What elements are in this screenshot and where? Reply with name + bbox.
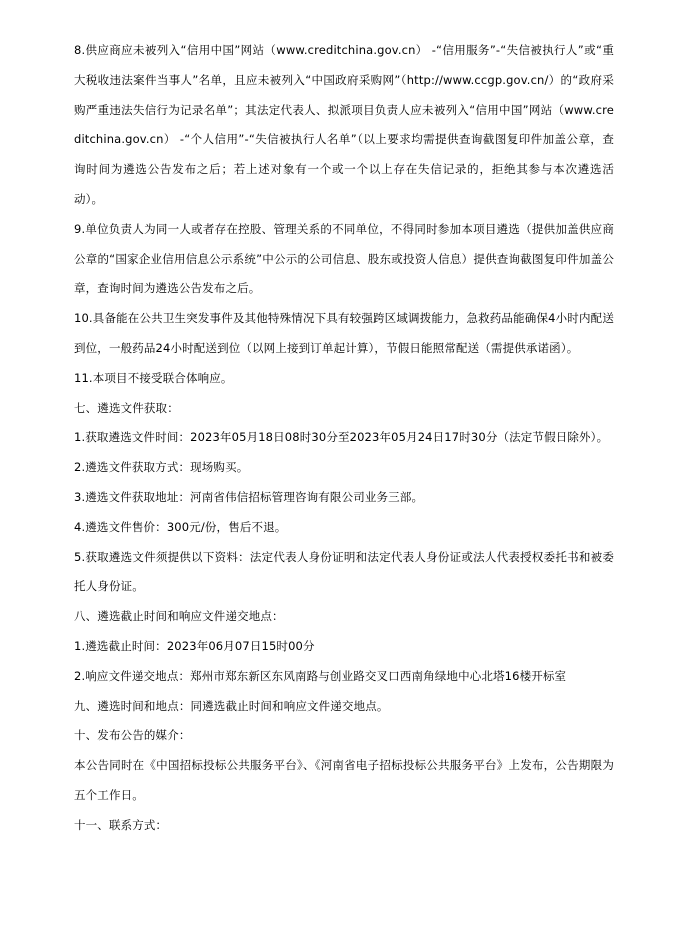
- requirement-item-9: 9.单位负责人为同一人或者存在控股、管理关系的不同单位，不得同时参加本项目遴选（提供加盖供应商公章的“国家企业信用信息公示系统”中公示的公司信息、股东或投资人信息）提供查询截图复印件加盖公章，查询时间为遴选公告发布之后。: [74, 221, 614, 296]
- section-heading-contact: 十一、联系方式：: [74, 817, 168, 832]
- acquisition-time: 1.获取遴选文件时间：2023年05月18日08时30分至2023年05月24日17时30分（法定节假日除外）。: [74, 430, 609, 445]
- required-materials: 5.获取遴选文件须提供以下资料：法定代表人身份证明和法定代表人身份证或法人代表授权委托书和被委托人身份证。: [74, 549, 614, 594]
- submission-location: 2.响应文件递交地点：郑州市郑东新区东风南路与创业路交叉口西南角绿地中心北塔16楼开标室: [74, 668, 567, 683]
- acquisition-address: 3.遴选文件获取地址：河南省伟信招标管理咨询有限公司业务三部。: [74, 489, 424, 504]
- media-statement: 本公告同时在《中国招标投标公共服务平台》、《河南省电子招标投标公共服务平台》上发布，公告期限为五个工作日。: [74, 758, 614, 802]
- section-heading-selection-time-place: 九、遴选时间和地点：同遴选截止时间和响应文件递交地点。: [74, 698, 389, 713]
- requirement-item-10: 10.具备能在公共卫生突发事件及其他特殊情况下具有较强跨区域调拨能力，急救药品能确保4小时内配送到位，一般药品24小时配送到位（以网上接到订单起计算），节假日能照常配送（需提供承诺函）。: [74, 311, 614, 355]
- section-heading-media: 十、发布公告的媒介：: [74, 728, 191, 743]
- acquisition-method: 2.遴选文件获取方式：现场购买。: [74, 460, 249, 475]
- document-price: 4.遴选文件售价：300元/份，售后不退。: [74, 519, 287, 534]
- requirement-item-11: 11.本项目不接受联合体响应。: [74, 370, 233, 385]
- document-body: [74, 36, 614, 841]
- section-heading-document-acquisition: 七、遴选文件获取：: [74, 400, 179, 415]
- deadline-time: 1.遴选截止时间：2023年06月07日15时00分: [74, 638, 315, 653]
- requirement-item-8: 8.供应商应未被列入“信用中国”网站（www.creditchina.gov.cn） -“信用服务”-“失信被执行人”或“重大税收违法案件当事人”名单，且应未被列入“中国政府采购网”（http://www.ccgp.gov.cn/）的“政府采购严重违法失信行为记录名单”；其法定代表人、拟派项目负责人应未被列入“信用中国”网站（www.creditchina.gov.cn） -“个人信用”-“失信被执行人名单”（以上要求均需提供查询截图复印件加盖公章，查询时间为遴选公告发布之后；若上述对象有一个或一个以上存在失信记录的，拒绝其参与本次遴选活动）。: [74, 43, 614, 206]
- section-heading-deadline: 八、遴选截止时间和响应文件递交地点：: [74, 609, 284, 624]
